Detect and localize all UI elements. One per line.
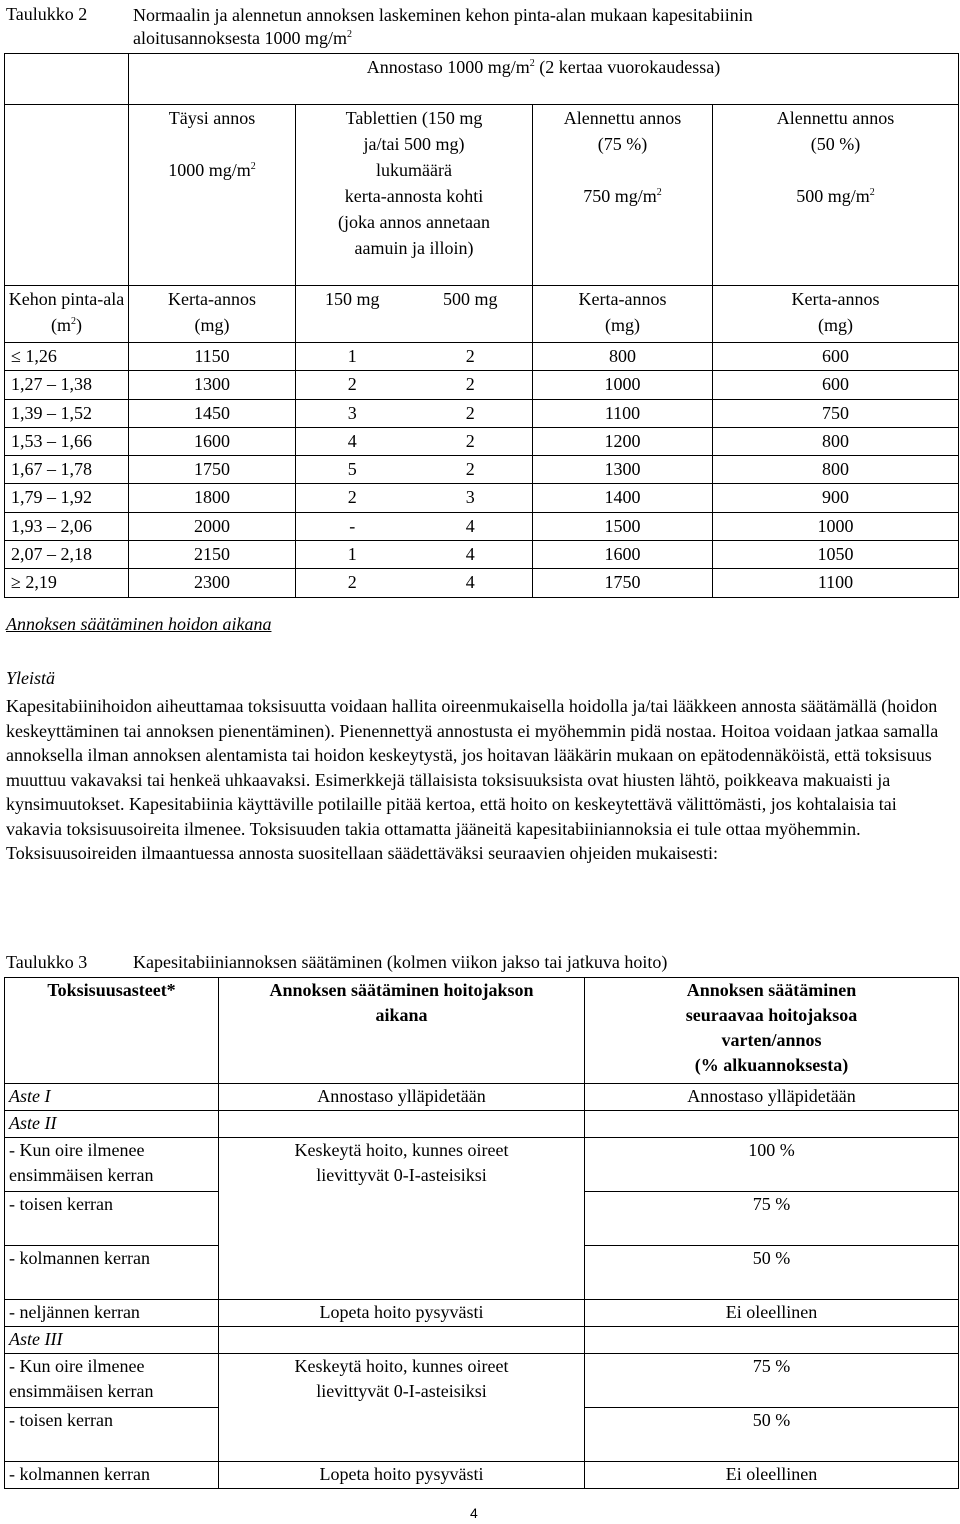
cell-r75: 800 (533, 343, 713, 371)
reduced-75-subheader: Kerta-annos (mg) (533, 286, 713, 343)
cell-full: 2000 (129, 512, 296, 540)
cell-r75: 1300 (533, 456, 713, 484)
toxicity-grade-header: Toksisuusasteet* (5, 978, 219, 1084)
table2-caption-label: Taulukko 2 (6, 4, 88, 24)
cell-t500: 3 (409, 484, 533, 512)
tablet-count-header: Tablettien (150 mg ja/tai 500 mg) lukumäärä kerta-annosta kohti (joka annos annetaan aamuin ja illoin) (296, 105, 533, 286)
dose-adjustment-table (4, 977, 959, 1489)
grade-3-first-next: 75 % (585, 1354, 959, 1408)
cell-t500: 2 (409, 399, 533, 427)
grade-2-first-occurrence: - Kun oire ilmenee ensimmäisen kerran (5, 1138, 219, 1192)
table-row (5, 541, 959, 569)
cell-r50: 800 (713, 427, 959, 455)
grade-2-second-occurrence: - toisen kerran (5, 1192, 219, 1246)
cell-full: 1300 (129, 371, 296, 399)
grade-1-during: Annostaso ylläpidetään (219, 1084, 585, 1111)
cell-t500: 2 (409, 456, 533, 484)
cell-t150: 1 (296, 541, 409, 569)
grade-3-second-next: 50 % (585, 1408, 959, 1462)
cell-r50: 600 (713, 371, 959, 399)
cell-t500: 2 (409, 371, 533, 399)
cell-r50: 1050 (713, 541, 959, 569)
cell-full: 1800 (129, 484, 296, 512)
cell-r50: 900 (713, 484, 959, 512)
cell-t150: 1 (296, 343, 409, 371)
table-row (5, 427, 959, 455)
grade-2-fourth-next: Ei oleellinen (585, 1300, 959, 1327)
table3-caption-label: Taulukko 3 (6, 952, 88, 972)
table-row (5, 512, 959, 540)
full-dose-subheader: Kerta-annos (mg) (129, 286, 296, 343)
cell-bsa: 1,53 – 1,66 (5, 427, 129, 455)
cell-bsa: 1,93 – 2,06 (5, 512, 129, 540)
cell-bsa: ≥ 2,19 (5, 569, 129, 597)
grade-3-third-next: Ei oleellinen (585, 1462, 959, 1489)
cell-r50: 750 (713, 399, 959, 427)
tablet-500-subheader: 500 mg (409, 286, 533, 343)
cell-full: 2300 (129, 569, 296, 597)
tablet-150-subheader: 150 mg (296, 286, 409, 343)
grade-3-second-occurrence: - toisen kerran (5, 1408, 219, 1462)
cell-r50: 1000 (713, 512, 959, 540)
dose-by-bsa-table (4, 53, 959, 598)
grade-2-third-occurrence: - kolmannen kerran (5, 1246, 219, 1300)
grade-1-label: Aste I (5, 1084, 219, 1111)
cell-t500: 2 (409, 427, 533, 455)
grade-2-third-next: 50 % (585, 1246, 959, 1300)
cell-full: 1450 (129, 399, 296, 427)
grade-3-third-occurrence: - kolmannen kerran (5, 1462, 219, 1489)
cell-bsa: 1,67 – 1,78 (5, 456, 129, 484)
table2-caption (133, 4, 933, 50)
grade-2-label: Aste II (5, 1111, 219, 1138)
cell-full: 1600 (129, 427, 296, 455)
cell-t500: 2 (409, 343, 533, 371)
cell-t150: 3 (296, 399, 409, 427)
cell-t150: 2 (296, 484, 409, 512)
table-row (5, 371, 959, 399)
grade-2-second-next: 75 % (585, 1192, 959, 1246)
table2-caption-line2: aloitusannoksesta 1000 $mg/m^2$ (133, 28, 352, 48)
during-cycle-header: Annoksen säätäminen hoitojakson aikana (219, 978, 585, 1084)
cell-r75: 1500 (533, 512, 713, 540)
cell-full: 1150 (129, 343, 296, 371)
grade-1-next: Annostaso ylläpidetään (585, 1084, 959, 1111)
cell-t500: 4 (409, 512, 533, 540)
cell-t150: 2 (296, 371, 409, 399)
grade-3-first-occurrence: - Kun oire ilmenee ensimmäisen kerran (5, 1354, 219, 1408)
cell-bsa: 2,07 – 2,18 (5, 541, 129, 569)
cell-r75: 1750 (533, 569, 713, 597)
grade-3-label: Aste III (5, 1327, 219, 1354)
cell-bsa: 1,27 – 1,38 (5, 371, 129, 399)
cell-t150: - (296, 512, 409, 540)
next-cycle-header: Annoksen säätäminen seuraavaa hoitojaksoa varten/annos (% alkuannoksesta) (585, 978, 959, 1084)
section-title: Annoksen säätäminen hoidon aikana (6, 614, 272, 634)
paragraph-text: Kapesitabiinihoidon aiheuttamaa toksisuutta voidaan hallita oireenmukaisella hoidolla ja/tai lääkkeen annosta säätämällä (hoidon keskeyttäminen tai annoksen pienentäminen). Pienennettyä annostusta ei myöhemmin pidä nostaa. Hoitoa voidaan jatkaa samalla annoksella ilman annoksen alentamista tai hoidon keskeytystä, jos hoitavan lääkärin mukaan on epätodennäköistä, että toksisuus muuttuu vakavaksi tai henkeä uhkaavaksi. Esimerkkejä tällaisista toksisuuksista ovat hiusten lähtö, poikkeava makuaisti ja kynsimuutokset. Kapesitabiinia käyttäville potilaille pitää kertoa, että hoito on keskeytettävä välittömästi, jos kohtalaisia tai vakavia toksisuusoireita ilmenee. Toksisuuden takia ottamatta jääneitä kapesitabiiniannoksia ei tule ottaa myöhemmin. Toksisuusoireiden ilmaantuessa annosta suositellaan säädettäväksi seuraavien ohjeiden mukaisesti: (6, 696, 939, 863)
page-number: 4 (470, 1505, 478, 1521)
cell-r50: 600 (713, 343, 959, 371)
cell-bsa: 1,79 – 1,92 (5, 484, 129, 512)
cell-full: 1750 (129, 456, 296, 484)
table-row (5, 343, 959, 371)
dose-level-header: Annostaso 1000 $mg/m^2$ (2 kertaa vuorokaudessa) (129, 54, 959, 105)
table-row (5, 456, 959, 484)
grade-2-pause: Keskeytä hoito, kunnes oireet lievittyvät 0-I-asteisiksi (219, 1138, 585, 1192)
cell-bsa: ≤ 1,26 (5, 343, 129, 371)
cell-t500: 4 (409, 541, 533, 569)
grade-2-first-next: 100 % (585, 1138, 959, 1192)
cell-r50: 800 (713, 456, 959, 484)
cell-r75: 1200 (533, 427, 713, 455)
cell-r50: 1100 (713, 569, 959, 597)
table3-caption: Kapesitabiiniannoksen säätäminen (kolmen viikon jakso tai jatkuva hoito) (133, 952, 668, 972)
cell-t500: 4 (409, 569, 533, 597)
full-dose-header: Täysi annos 1000 $mg/m^2$ (129, 105, 296, 286)
grade-3-pause: Keskeytä hoito, kunnes oireet lievittyvät 0-I-asteisiksi (219, 1354, 585, 1408)
bsa-subheader: Kehon pinta-ala $(m^2)$ (5, 286, 129, 343)
table2-caption-line1: Normaalin ja alennetun annoksen laskeminen kehon pinta-alan mukaan kapesitabiinin (133, 5, 753, 25)
cell-t150: 2 (296, 569, 409, 597)
grade-3-stop: Lopeta hoito pysyvästi (219, 1462, 585, 1489)
cell-r75: 1400 (533, 484, 713, 512)
table-row (5, 484, 959, 512)
reduced-50-subheader: Kerta-annos (mg) (713, 286, 959, 343)
cell-full: 2150 (129, 541, 296, 569)
table-row (5, 399, 959, 427)
reduced-50-header: Alennettu annos (50 %) 500 $mg/m^2$ (713, 105, 959, 286)
reduced-75-header: Alennettu annos (75 %) 750 $mg/m^2$ (533, 105, 713, 286)
cell-t150: 5 (296, 456, 409, 484)
cell-bsa: 1,39 – 1,52 (5, 399, 129, 427)
table-row (5, 569, 959, 597)
cell-t150: 4 (296, 427, 409, 455)
grade-2-stop: Lopeta hoito pysyvästi (219, 1300, 585, 1327)
cell-r75: 1100 (533, 399, 713, 427)
cell-r75: 1600 (533, 541, 713, 569)
grade-2-fourth-occurrence: - neljännen kerran (5, 1300, 219, 1327)
paragraph-title: Yleistä (6, 668, 56, 688)
cell-r75: 1000 (533, 371, 713, 399)
